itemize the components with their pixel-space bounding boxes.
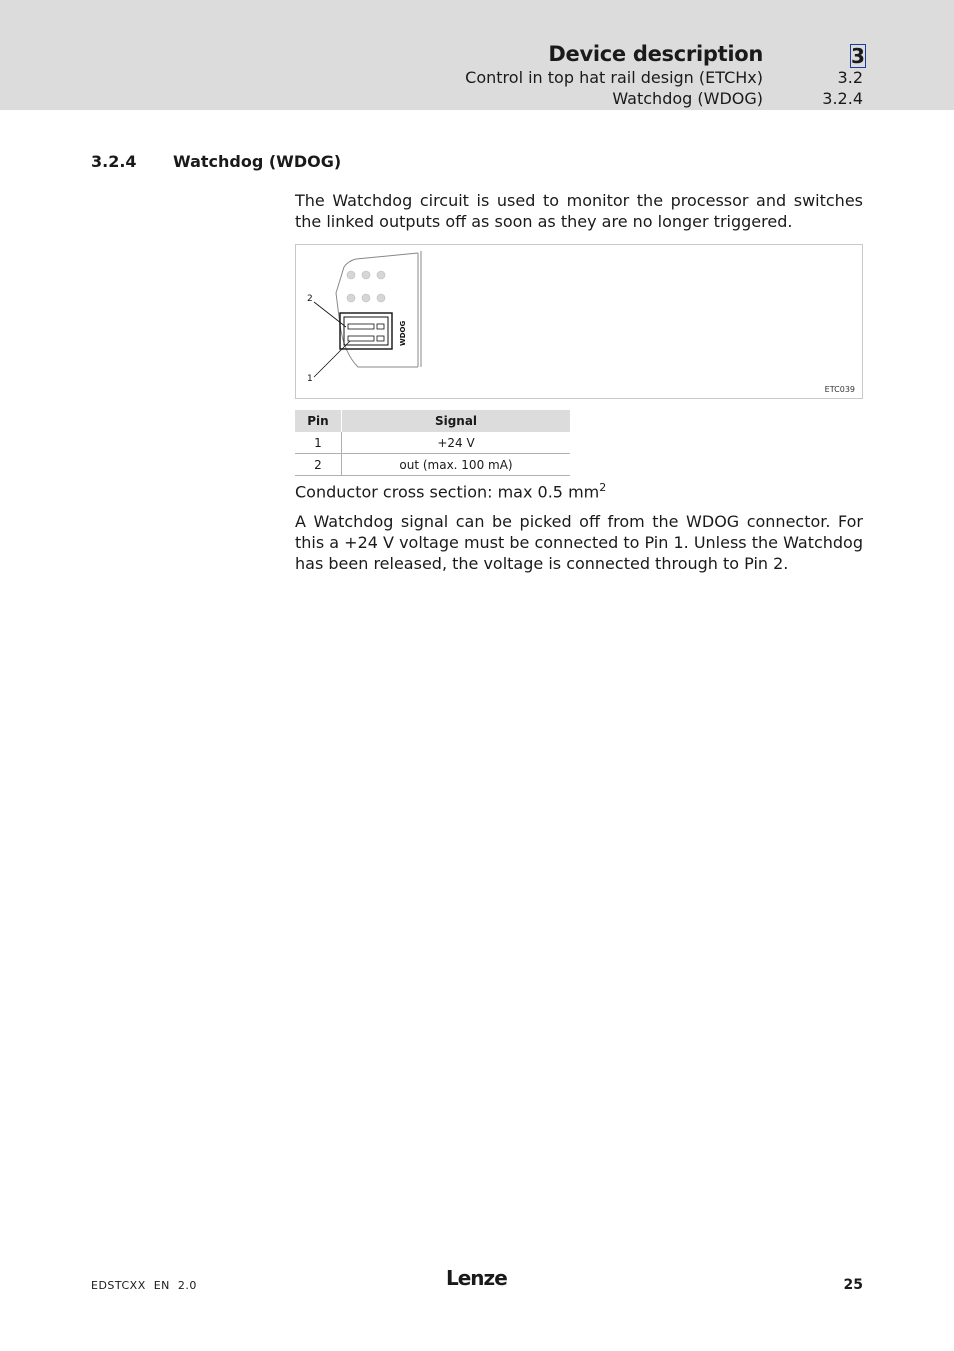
body-paragraph: A Watchdog signal can be picked off from the WDOG connector. For this a +24 V voltage must be connected to Pin 1. Unless the Watchdog has been released, the voltage is connected through to Pin 2. [295,512,863,573]
signal-cell: +24 V [342,432,571,454]
conductor-text: Conductor cross section: max 0.5 mm [295,482,600,502]
wdog-label: WDOG [399,320,407,346]
signal-cell: out (max. 100 mA) [342,454,571,476]
pin-cell: 1 [295,432,342,454]
footer-doc-id: EDSTCXX EN 2.0 [91,1279,197,1292]
header-pin: Pin [295,410,342,432]
header-subtitle: Control in top hat rail design (ETCHx) [465,68,763,87]
page-number: 25 [843,1277,863,1293]
conductor-cross-section [295,481,606,501]
header-signal: Signal [342,410,571,432]
header-subsubtitle: Watchdog (WDOG) [612,89,763,108]
chapter-number-box[interactable]: 3 [851,44,865,68]
connector-figure [295,244,863,399]
callout-1: 1 [307,374,313,384]
pin-table [295,410,570,476]
header-subsubtitle-number: 3.2.4 [822,89,863,108]
table-row [295,432,570,454]
figure-code: ETC039 [824,385,855,394]
callout-2: 2 [307,294,313,304]
conductor-superscript: 2 [599,481,607,494]
header-subtitle-number: 3.2 [837,68,863,87]
section-number: 3.2.4 [91,152,137,171]
pin-cell: 2 [295,454,342,476]
section-title: Watchdog (WDOG) [173,152,342,171]
lenze-logo: Lenze [446,1266,507,1290]
connector-drawing [296,245,862,398]
intro-paragraph: The Watchdog circuit is used to monitor the processor and switches the linked outputs off as soon as they are no longer triggered. [295,191,863,231]
chapter-title: Device description [548,42,763,66]
table-row [295,454,570,476]
header-band [0,0,954,110]
table-header-row [295,410,570,432]
